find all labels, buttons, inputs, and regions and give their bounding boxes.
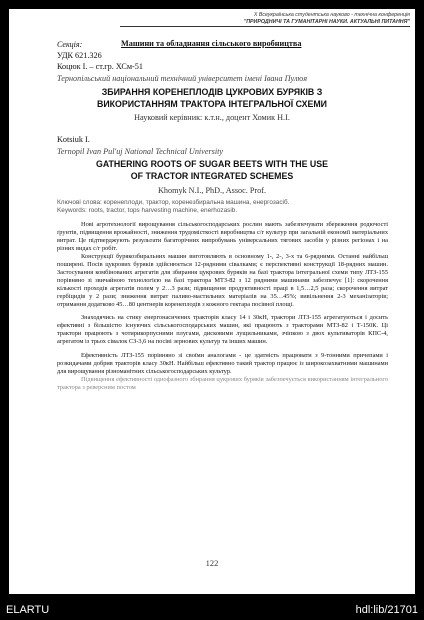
section-name: Машини та обладнання сільського виробництва xyxy=(121,39,302,48)
repository-footer xyxy=(0,594,424,620)
repository-name: ELARTU xyxy=(6,604,50,616)
conference-header-line1: X Всеукраїнська студентська науково - технічна конференція xyxy=(253,12,410,18)
handle-id: hdl:lib/21701 xyxy=(355,604,418,616)
title-ua-line2: ВИКОРИСТАННЯМ ТРАКТОРА ІНТЕГРАЛЬНОЇ СХЕМИ xyxy=(96,98,328,109)
conference-header-line2: "ПРИРОДНИЧІ ТА ГУМАНІТАРНІ НАУКИ. АКТУАЛЬНІ ПИТАННЯ" xyxy=(243,18,410,25)
paragraph-2: Конструкції бурякозбиральних машин виготовляють в основному 1-, 2-, 3-х та 6-рядними. Останні найбільш поширені. Посів цукрових буряків здійснюється 12-рядними сівалками; є перспективні конструкції 18-рядних машин. Застосування комбінованих агрегатів для збирання цукрових буряків на базі трактора інтегральної схеми типу ЛТЗ-155 порівняно зі звичайною технологією на базі трактора МТЗ-82 з 12 рядними машинами забезпечує [1]: скорочення кількості проходів агрегатів полем у 2…3 рази; підвищення продуктивності праці в 1,5…2,5 раза; скорочення витрат гербіцидів у 2 рази; зниження витрат паливо-мастильних матеріалів на 35…45%; вивільнення 2-3 механізаторів; отримання додатково 45…80 центнерів коренеплодів з кожного гектара посівної площі. xyxy=(57,252,388,308)
supervisor-ua: Науковий керівник: к.т.н., доцент Хомик Н.І. xyxy=(134,113,290,122)
paragraph-1: Нові агротехнології вирощування сільськогосподарських рослин мають забезпечувати збереження родючості ґрунтів, підвищення врожайності, зниження трудомісткості виробництва с/г культур при загальній економії матеріальних витрат. Це підтверджують результати багаторічних випробувань універсальних тягових засобів у різних регіонах і на різних видах с/г робіт. xyxy=(57,221,388,252)
affiliation-en: Ternopil Ivan Pul'uj National Technical University xyxy=(57,147,224,156)
author-ua: Коцюк І. – ст.гр. ХСм-51 xyxy=(57,62,143,71)
keywords-en: Keywords: roots, tractor, tops harvesting machine, enerhozasib. xyxy=(57,207,238,214)
title-ua xyxy=(9,87,415,110)
udc-code: УДК 621.326 xyxy=(57,51,102,60)
paragraph-5: Підвищення ефективності однофазного збирання цукрових буряків забезпечується використанням інтегрального трактора з реверсним постом xyxy=(57,376,388,392)
section-label: Секція: xyxy=(57,40,83,49)
affiliation-ua: Тернопільський національний технічний університет імені Івана Пулюя xyxy=(57,74,308,83)
supervisor-en: Khomyk N.I., PhD., Assoc. Prof. xyxy=(157,186,267,195)
paragraph-3: Знаходячись на стику енергонасичених тракторів класу 14 і 30кН, трактори ЛТЗ-155 агрегатуються і досить ефективні з більшістю існуючих сільськогосподарських машин, які працюють з тракторами МТЗ-82 і Т-150К. Ці трактори працюють з чотирикорпусними плугами, дисковими лущильниками, зчіпкою з двох культиваторів КПС-4, агрегатом із трьох сівалок СЗ-3,6 на посіві зернових культур та інших машин. xyxy=(57,314,388,346)
paragraph-4: Ефективність ЛТЗ-155 порівняно зі своїми аналогами - це здатність працювати з 9-тонними причепами і розкидачами добрив тракторів класу 30кН. Найбільш ефективно такий трактор працює із широкозахватними машинами для вирощування різноманітних сільськогосподарських культур. xyxy=(57,352,388,376)
header-divider xyxy=(120,26,410,27)
title-ua-line1: ЗБИРАННЯ КОРЕНЕПЛОДІВ ЦУКРОВИХ БУРЯКІВ З xyxy=(101,87,323,97)
document-page xyxy=(9,9,415,594)
keywords-block xyxy=(57,199,397,215)
title-en-line2: OF TRACTOR INTEGRATED SCHEMES xyxy=(130,170,294,181)
page-number: 122 xyxy=(205,558,219,568)
author-en: Kotsiuk I. xyxy=(57,135,90,144)
title-en xyxy=(9,159,415,182)
conference-header xyxy=(120,12,410,25)
article-body xyxy=(57,221,388,392)
title-en-line1: GATHERING ROOTS OF SUGAR BEETS WITH THE USE xyxy=(96,159,328,169)
keywords-ua: Ключові слова: коренеплоди, трактор, коренезбиральна машина, енергозасіб. xyxy=(57,199,290,206)
